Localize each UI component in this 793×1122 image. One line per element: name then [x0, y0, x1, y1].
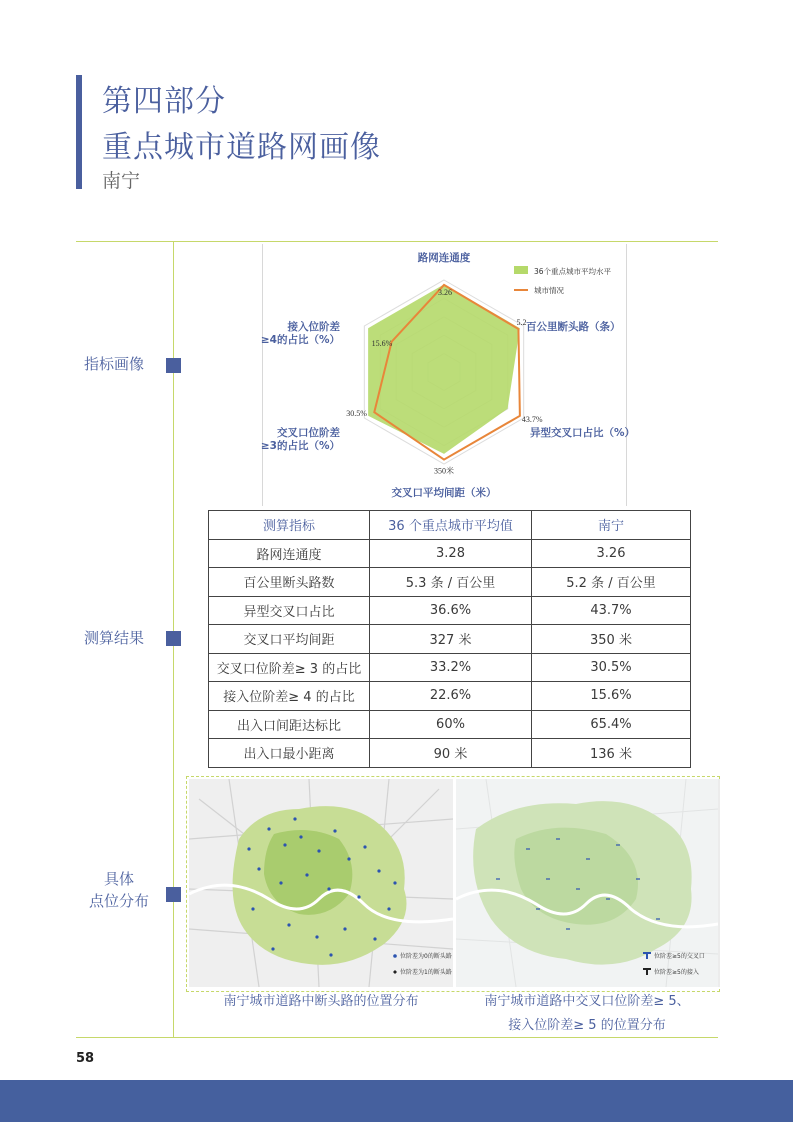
row-indicator: 异型交叉口占比	[209, 596, 370, 625]
row-city: 136 米	[532, 739, 691, 768]
legend-city-label: 城市情况	[534, 286, 564, 295]
section-title: 重点城市道路网画像	[102, 130, 381, 165]
right-caption-line2: 接入位阶差≥ 5 的位置分布	[508, 1018, 666, 1033]
table-row	[209, 596, 691, 625]
indicator-section-label: 指标画像	[84, 355, 145, 373]
radar-axis-label: ≥4的占比（%）	[260, 334, 340, 346]
right-caption-line1: 南宁城市道路中交叉口位阶差≥ 5、	[484, 994, 690, 1009]
distribution-section-marker	[166, 887, 181, 902]
radar-axis-label: 路网连通度	[417, 252, 471, 264]
radar-axis-label: 百公里断头路（条）	[526, 321, 621, 333]
row-indicator: 路网连通度	[209, 539, 370, 568]
row-indicator: 交叉口位阶差≥ 3 的占比	[209, 653, 370, 682]
legend-average-label: 36个重点城市平均水平	[534, 267, 612, 276]
radar-data-label: 350米	[434, 466, 454, 476]
row-city: 3.26	[532, 539, 691, 568]
distribution-label-line1: 具体	[103, 870, 134, 888]
row-average: 327 米	[370, 625, 532, 654]
left-map-caption: 南宁城市道路中断头路的位置分布	[223, 994, 419, 1009]
footer-band	[0, 1080, 793, 1122]
radar-axis-label: ≥3的占比（%）	[260, 440, 340, 452]
row-indicator: 交叉口平均间距	[209, 625, 370, 654]
row-average: 60%	[370, 710, 532, 739]
row-average: 36.6%	[370, 596, 532, 625]
page-number: 58	[76, 1051, 95, 1066]
radar-axis-label: 接入位阶差	[287, 321, 340, 333]
table-row	[209, 739, 691, 768]
row-average: 22.6%	[370, 682, 532, 711]
row-indicator: 出入口最小距离	[209, 739, 370, 768]
distribution-label-line2: 点位分布	[88, 892, 149, 910]
row-indicator: 百公里断头路数	[209, 568, 370, 597]
row-average: 33.2%	[370, 653, 532, 682]
legend-level0-dead-end: 位阶差为0的断头路	[400, 953, 452, 960]
indicator-section-marker	[166, 358, 181, 373]
legend-intersection: 位阶差≥5的交叉口	[654, 953, 705, 960]
radar-axis-label: 交叉口位阶差	[277, 427, 340, 439]
radar-axis-label: 异型交叉口占比（%）	[530, 427, 636, 439]
row-average: 5.3 条 / 百公里	[370, 568, 532, 597]
dead-end-map-graphic	[189, 779, 453, 987]
radar-data-label: 15.6%	[371, 338, 393, 348]
row-city: 43.7%	[532, 596, 691, 625]
radar-data-label: 43.7%	[521, 414, 543, 424]
row-city: 5.2 条 / 百公里	[532, 568, 691, 597]
table-row	[209, 710, 691, 739]
table-row	[209, 682, 691, 711]
title-accent-bar	[76, 75, 82, 189]
legend-level1-dead-end: 位阶差为1的断头路	[400, 969, 452, 976]
radar-data-label: 3.26	[438, 287, 452, 297]
row-average: 90 米	[370, 739, 532, 768]
distribution-section-label	[84, 868, 154, 912]
results-table	[208, 510, 691, 768]
row-average: 3.28	[370, 539, 532, 568]
header-average: 36 个重点城市平均值	[370, 511, 532, 540]
row-city: 65.4%	[532, 710, 691, 739]
table-header-row	[209, 511, 691, 540]
header-indicator: 测算指标	[209, 511, 370, 540]
radar-data-label: 30.5%	[346, 409, 367, 419]
row-city: 15.6%	[532, 682, 691, 711]
radar-chart	[180, 244, 720, 506]
intersection-access-map	[456, 779, 720, 987]
row-city: 350 米	[532, 625, 691, 654]
city-subtitle: 南宁	[102, 170, 141, 192]
row-city: 30.5%	[532, 653, 691, 682]
radar-legend	[514, 266, 612, 295]
table-row	[209, 625, 691, 654]
table-row	[209, 653, 691, 682]
results-section-marker	[166, 631, 181, 646]
legend-average-swatch	[514, 266, 528, 274]
table-row	[209, 568, 691, 597]
radar-data-label: 5.2	[516, 318, 527, 328]
intersection-map-graphic	[456, 779, 718, 987]
row-indicator: 接入位阶差≥ 4 的占比	[209, 682, 370, 711]
row-indicator: 出入口间距达标比	[209, 710, 370, 739]
radar-axis-label: 交叉口平均间距（米）	[391, 487, 497, 499]
legend-access: 位阶差≥5的接入	[654, 969, 699, 976]
part-title: 第四部分	[102, 84, 226, 119]
results-section-label: 测算结果	[84, 629, 145, 647]
right-map-caption	[456, 990, 718, 1038]
header-city: 南宁	[532, 511, 691, 540]
dead-end-road-map	[189, 779, 453, 987]
table-row	[209, 539, 691, 568]
